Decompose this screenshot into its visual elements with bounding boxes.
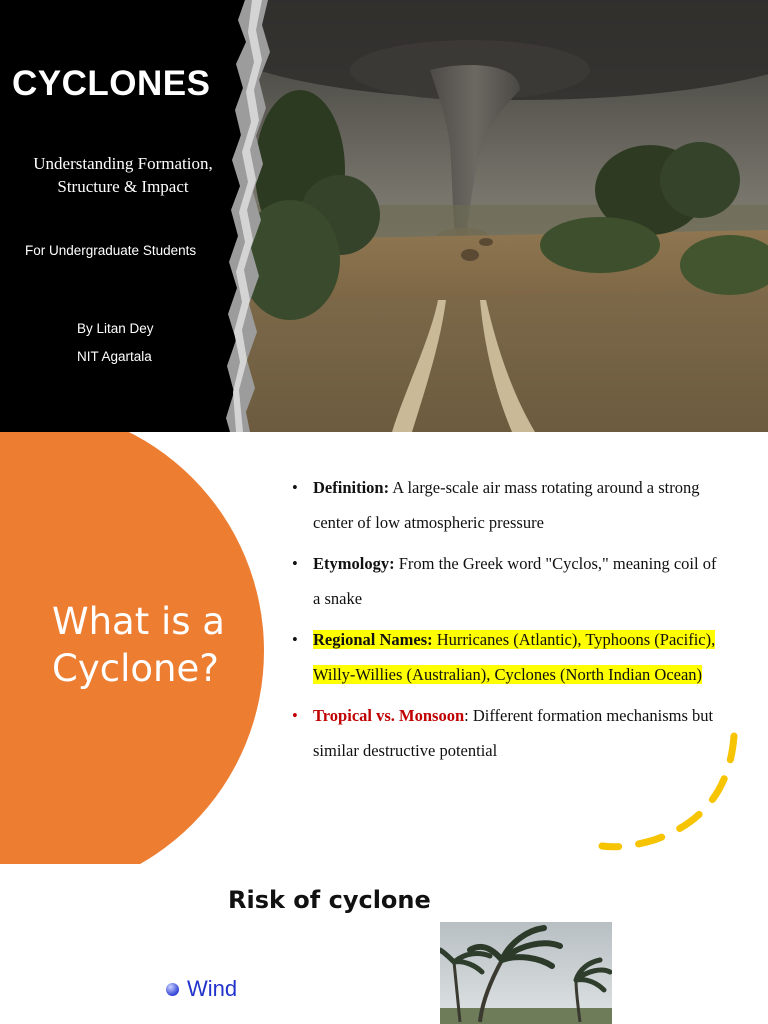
risk-slide-title: Risk of cyclone	[228, 886, 431, 914]
author-block	[77, 315, 154, 371]
bullet-text: A large-scale air mass rotating around a strong center of low atmospheric pressure	[313, 478, 700, 532]
presentation-title: CYCLONES	[12, 64, 211, 103]
slide-title	[52, 598, 225, 692]
bullet-label: Tropical vs. Monsoon	[313, 706, 465, 725]
bullet-label: Etymology:	[313, 554, 395, 573]
risk-bullet-text: Wind	[187, 976, 238, 1001]
bullet-text: : Different formation mechanisms but similar destructive potential	[313, 706, 714, 760]
yellow-dashed-swirl-decoration	[594, 728, 744, 858]
storm-palm-trees-photo	[440, 922, 612, 1024]
definition-slide	[0, 432, 768, 864]
slide-title-line-1: What is a	[52, 600, 225, 643]
bullet-dot-icon: •	[292, 554, 298, 573]
blue-sphere-bullet-icon	[166, 983, 179, 996]
audience-text: For Undergraduate Students	[25, 243, 197, 258]
highlighted-text	[313, 630, 715, 684]
subtitle-line-2: Structure & Impact	[57, 177, 189, 196]
subtitle-line-1: Understanding Formation,	[33, 154, 213, 173]
bullet-etymology	[292, 546, 722, 616]
risk-bullet-wind	[166, 976, 237, 1002]
author-institute: NIT Agartala	[77, 349, 152, 364]
bullet-regional-names	[292, 622, 722, 692]
bullet-dot-icon: •	[292, 478, 298, 497]
bullet-text: Hurricanes (Atlantic), Typhoons (Pacific), Willy-Willies (Australian), Cyclones (North Indian Ocean)	[313, 630, 716, 684]
presentation-subtitle	[14, 152, 232, 198]
slide-title-line-2: Cyclone?	[52, 647, 219, 690]
bullet-dot-icon: •	[292, 706, 298, 725]
title-slide	[0, 0, 768, 432]
bullet-definition	[292, 470, 722, 540]
bullet-label: Definition:	[313, 478, 390, 497]
risk-slide	[0, 864, 768, 1024]
author-name: By Litan Dey	[77, 321, 154, 336]
bullet-label: Regional Names:	[313, 630, 433, 649]
bullet-dot-icon: •	[292, 630, 298, 649]
bullet-text: From the Greek word "Cyclos," meaning coil of a snake	[313, 554, 717, 608]
